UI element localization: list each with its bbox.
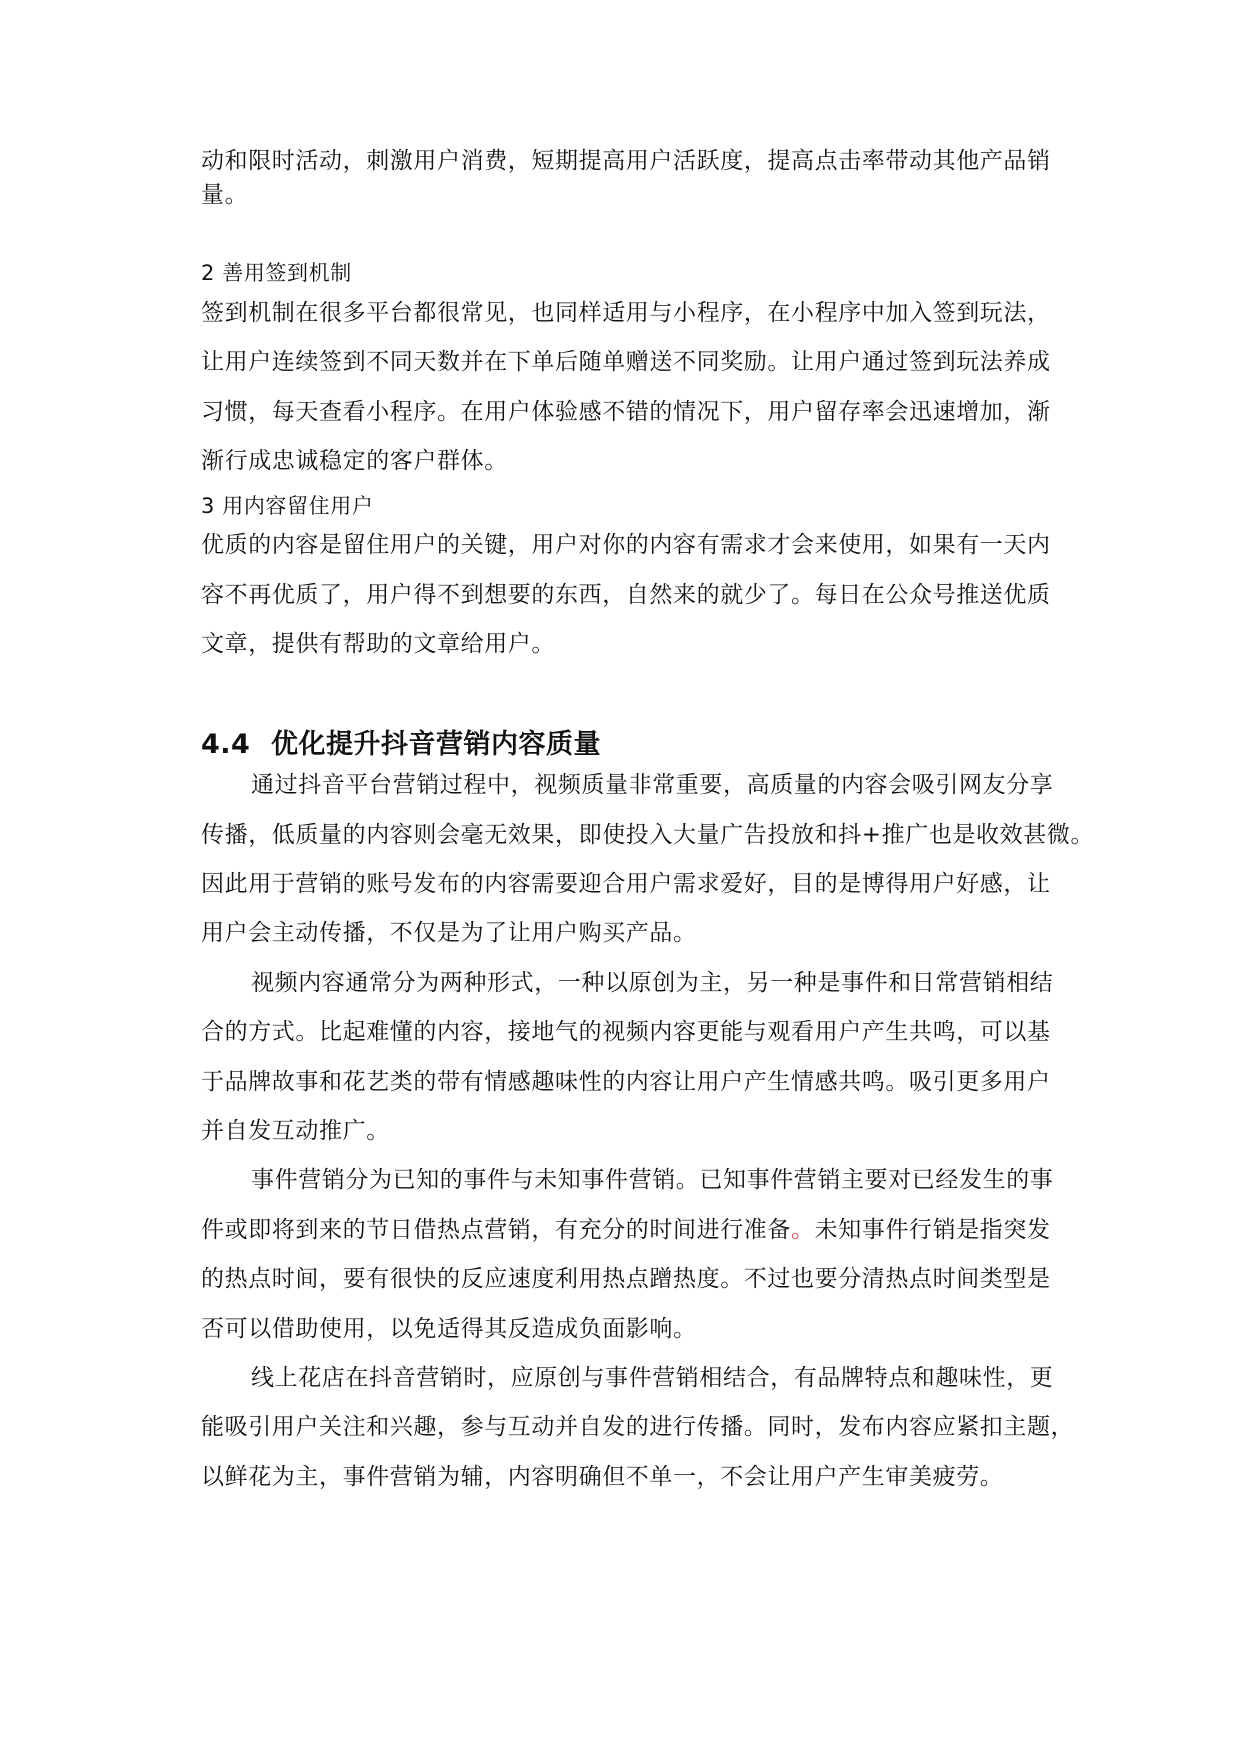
body-text-line: 文章，提供有帮助的文章给用户。 [201,631,555,657]
body-text-line: 于品牌故事和花艺类的带有情感趣味性的内容让用户产生情感共鸣。吸引更多用户 [201,1069,1051,1095]
body-text-line: 合的方式。比起难懂的内容，接地气的视频内容更能与观看用户产生共鸣，可以基 [201,1019,1051,1045]
subheading-content-retention: 3 用内容留住用户 [201,494,374,518]
body-text-line: 事件营销分为已知的事件与未知事件营销。已知事件营销主要对已经发生的事 [251,1167,1054,1193]
section-number: 4.4 [201,729,251,760]
body-text-line: 渐行成忠诚稳定的客户群体。 [201,448,508,474]
body-text-line [201,1215,1051,1245]
body-text-line: 签到机制在很多平台都很常见，也同样适用与小程序，在小程序中加入签到玩法， [201,300,1051,326]
body-text-line: 因此用于营销的账号发布的内容需要迎合用户需求爱好，目的是博得用户好感，让 [201,871,1051,897]
red-punctuation: 。 [791,1217,815,1243]
text-segment: 件或即将到来的节日借热点营销，有充分的时间进行准备 [201,1217,791,1243]
body-text-line: 通过抖音平台营销过程中，视频质量非常重要，高质量的内容会吸引网友分享 [251,772,1054,798]
body-text-line: 优质的内容是留住用户的关键，用户对你的内容有需求才会来使用，如果有一天内 [201,532,1051,558]
body-text-line: 传播，低质量的内容则会毫无效果，即使投入大量广告投放和抖+推广也是收效甚微。 [201,822,1095,848]
body-text-line: 量。 [201,182,249,208]
section-heading [201,722,601,761]
body-text-line: 动和限时活动，刺激用户消费，短期提高用户活跃度，提高点击率带动其他产品销 [201,148,1051,174]
body-text-line: 视频内容通常分为两种形式，一种以原创为主，另一种是事件和日常营销相结 [251,970,1054,996]
section-title: 优化提升抖音营销内容质量 [271,729,601,760]
body-text-line: 容不再优质了，用户得不到想要的东西，自然来的就少了。每日在公众号推送优质 [201,582,1051,608]
body-text-line: 否可以借助使用，以免适得其反造成负面影响。 [201,1316,697,1342]
body-text-line: 让用户连续签到不同天数并在下单后随单赠送不同奖励。让用户通过签到玩法养成 [201,349,1051,375]
subheading-sign-in: 2 善用签到机制 [201,261,352,285]
body-text-line: 线上花店在抖音营销时，应原创与事件营销相结合，有品牌特点和趣味性，更 [251,1365,1054,1391]
body-text-line: 的热点时间，要有很快的反应速度利用热点蹭热度。不过也要分清热点时间类型是 [201,1266,1051,1292]
text-segment: 未知事件行销是指突发 [814,1217,1051,1243]
body-text-line: 用户会主动传播，不仅是为了让用户购买产品。 [201,920,697,946]
body-text-line: 能吸引用户关注和兴趣，参与互动并自发的进行传播。同时，发布内容应紧扣主题， [201,1414,1075,1440]
body-text-line: 并自发互动推广。 [201,1118,390,1144]
body-text-line: 习惯，每天查看小程序。在用户体验感不错的情况下，用户留存率会迅速增加，渐 [201,399,1051,425]
body-text-line: 以鲜花为主，事件营销为辅，内容明确但不单一，不会让用户产生审美疲劳。 [201,1464,1004,1490]
